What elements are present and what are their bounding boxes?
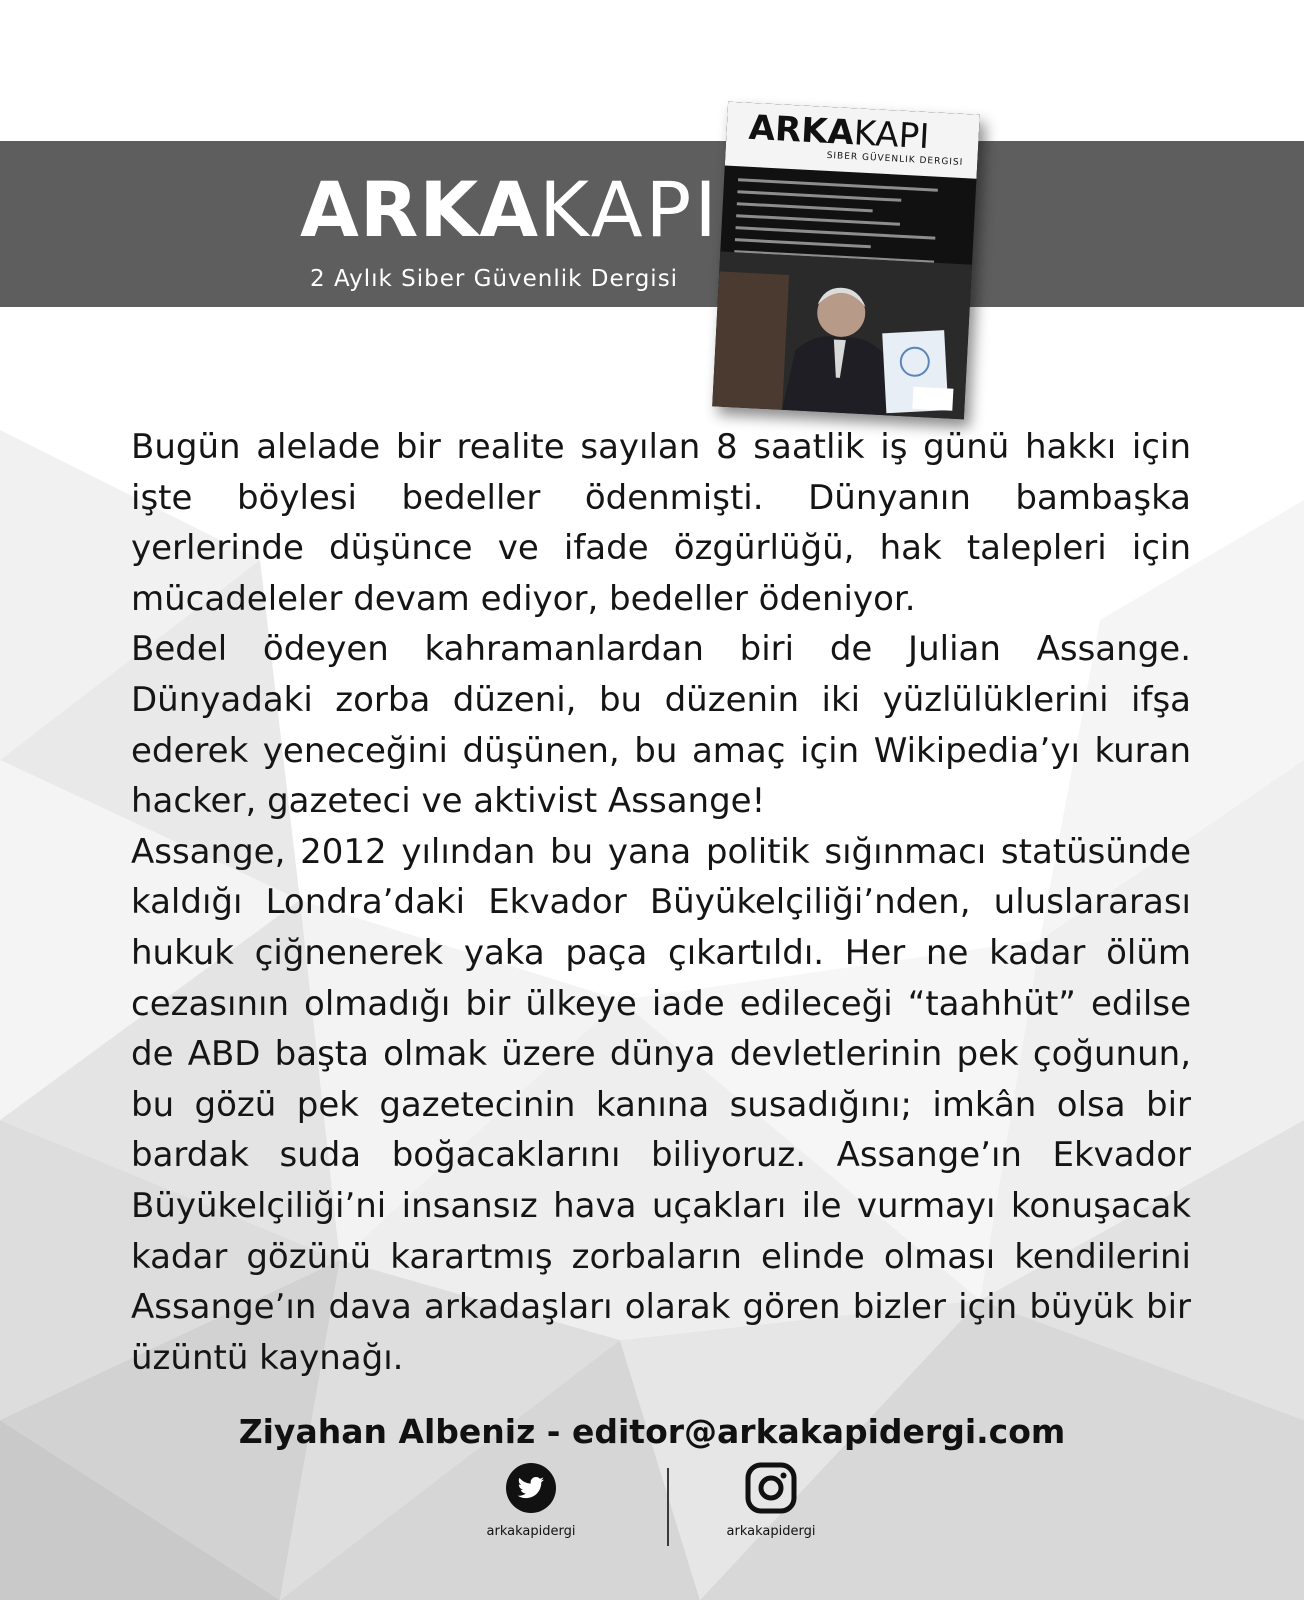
instagram-link[interactable] (701, 1462, 841, 1539)
cover-title-thin: KAPI (852, 113, 931, 158)
logo-bold-text: ARKA (300, 165, 540, 254)
brand-tagline: 2 Aylık Siber Güvenlik Dergisi (310, 266, 679, 292)
author-signature[interactable]: Ziyahan Albeniz - editor@arkakapidergi.com (238, 1412, 1066, 1451)
twitter-link[interactable] (461, 1462, 601, 1539)
twitter-handle: arkakapidergi (486, 1524, 576, 1539)
brand-logo (300, 165, 720, 254)
twitter-icon (505, 1462, 557, 1514)
logo-thin-text: KAPI (539, 165, 720, 254)
instagram-icon (745, 1462, 797, 1514)
cover-title-bold: ARKA (747, 107, 855, 154)
article-paragraph: Bugün alelade bir realite sayılan 8 saatlik iş günü hakkı için işte böylesi bedeller ödenmişti. Dünyanın bambaşka yerlerinde düşünce ve ifade özgürlüğü, hak talepleri için mücadeleler devam ediyor, bedeller ödeniyor. (131, 427, 1191, 619)
cover-photo (712, 251, 972, 419)
social-divider (667, 1468, 669, 1546)
cover-title (747, 107, 931, 158)
article-body (131, 422, 1191, 1383)
cover-subtitle: SIBER GÜVENLIK DERGISI (826, 150, 964, 168)
cover-header (725, 102, 980, 179)
instagram-handle: arkakapidergi (726, 1524, 816, 1539)
article-paragraph: Assange, 2012 yılından bu yana politik sığınmacı statüsünde kaldığı Londra’daki Ekvador Büyükelçiliği’nden, uluslararası hukuk çiğnenerek yaka paça çıkartıldı. Her ne kadar ölüm cezasının olmadığı bir ülkeye iade edileceği “taahhüt” edilse de ABD başta olmak üzere dünya devletlerinin pek çoğunun, bu gözü pek gazetecinin kanına susadığını; imkân olsa bir bardak suda boğacaklarını biliyoruz. Assange’ın Ekvador Büyükelçiliği’ni insansız hava uçakları ile vurmayı konuşacak kadar gözünü karartmış zorbaların elinde olması kendilerini Assange’ın dava arkadaşları olarak gören bizler için büyük bir üzüntü kaynağı. (131, 831, 1191, 1378)
magazine-cover (712, 102, 980, 420)
article-paragraph: Bedel ödeyen kahramanlardan biri de Julian Assange. Dünyadaki zorba düzeni, bu düzenin iki yüzlülüklerini ifşa ederek yeneceğini düşünen, bu amaç için Wikipedia’yı kuran hacker, gazeteci ve aktivist Assange! (131, 629, 1191, 822)
